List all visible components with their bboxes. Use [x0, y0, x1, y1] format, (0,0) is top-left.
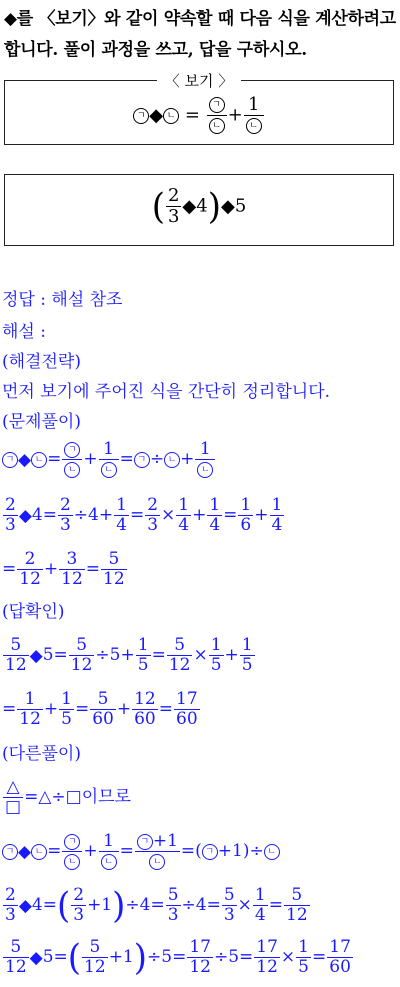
- diamond-operator-icon: ◆: [220, 196, 235, 218]
- answer-line: 정답 : 해설 참조: [2, 290, 123, 310]
- alt-text: 이므로: [81, 787, 131, 808]
- strategy-header: (해결전략): [2, 352, 81, 372]
- check-header: (답확인): [2, 602, 65, 622]
- solution-step: $\frac{5}{12}$ ◆5=( $\frac{5}{12}$ +1)÷5= $\frac{17}{12}$ ÷5= $\frac{17}{12}$ × $\frac{1}{5}$ = $\frac{17}{60}$: [5, 936, 351, 979]
- problem-header: (문제풀이): [2, 412, 81, 432]
- circle-giyeok-icon: ㄱ: [133, 108, 149, 124]
- solution-step: $\frac{5}{12}$ ◆5= $\frac{5}{12}$ ÷5+ $\frac{1}{5}$ = $\frac{5}{12}$ × $\frac{1}{5}$ + $\frac{1}{5}$: [5, 635, 253, 676]
- question-expression: ( $\frac{2}{3}$ ◆4)◆5: [151, 185, 247, 228]
- fraction: ㄱ ㄴ: [207, 95, 227, 136]
- fraction: $\frac{2}{3}$: [167, 185, 180, 228]
- solution-step: $\frac{2}{3}$ ◆4=( $\frac{2}{3}$ +1)÷4= $\frac{5}{3}$ ÷4= $\frac{5}{3}$ × $\frac{1}{4}$ = $\frac{5}{12}$: [5, 884, 308, 927]
- strategy-text: 먼저 보기에 주어진 식을 간단히 정리합니다.: [2, 382, 331, 402]
- bogi-title: 〈 보기 〉: [157, 72, 242, 90]
- solution-step: ㄱ ◆ ㄴ = ㄱ ㄴ + 1 ㄴ = ㄱ ÷ ㄴ + 1 ㄴ: [2, 440, 216, 479]
- solution-step: = $\frac{2}{12}$ + $\frac{3}{12}$ = $\frac{5}{12}$: [2, 549, 125, 590]
- problem-statement: ◆를 〈보기〉와 같이 약속할 때 다음 식을 계산하려고 합니다. 풀이 과정을 쓰고, 답을 구하시오.: [4, 9, 396, 60]
- solution-step: △ □ =△÷□이므로: [5, 777, 131, 818]
- bogi-box: [4, 72, 394, 145]
- haeseol-label: 해설 :: [2, 322, 46, 342]
- bogi-definition: ㄱ ◆ ㄴ = ㄱ ㄴ + 1 ㄴ: [5, 95, 393, 136]
- fraction: 1 ㄴ: [244, 95, 264, 136]
- circle-nieun-icon: ㄴ: [163, 108, 179, 124]
- alt-header: (다른풀이): [2, 744, 81, 764]
- solution-step: = $\frac{1}{12}$ + $\frac{1}{5}$ = $\frac{5}{60}$ + $\frac{12}{60}$ = $\frac{17}{60}$: [2, 689, 198, 730]
- solution-step: $\frac{2}{3}$ ◆4= $\frac{2}{3}$ ÷4+ $\frac{1}{4}$ = $\frac{2}{3}$ × $\frac{1}{4}$ + $\frac{1}{4}$ = $\frac{1}{6}$ + $\frac{1}{4}$: [5, 495, 283, 536]
- diamond-operator-icon: ◆: [149, 105, 164, 127]
- diamond-operator-icon: ◆: [182, 196, 197, 218]
- solution-step: ㄱ ◆ ㄴ = ㄱ ㄴ + 1 ㄴ = ㄱ +1 ㄴ =( ㄱ +1)÷ ㄴ: [2, 832, 280, 871]
- question-box: [4, 174, 394, 246]
